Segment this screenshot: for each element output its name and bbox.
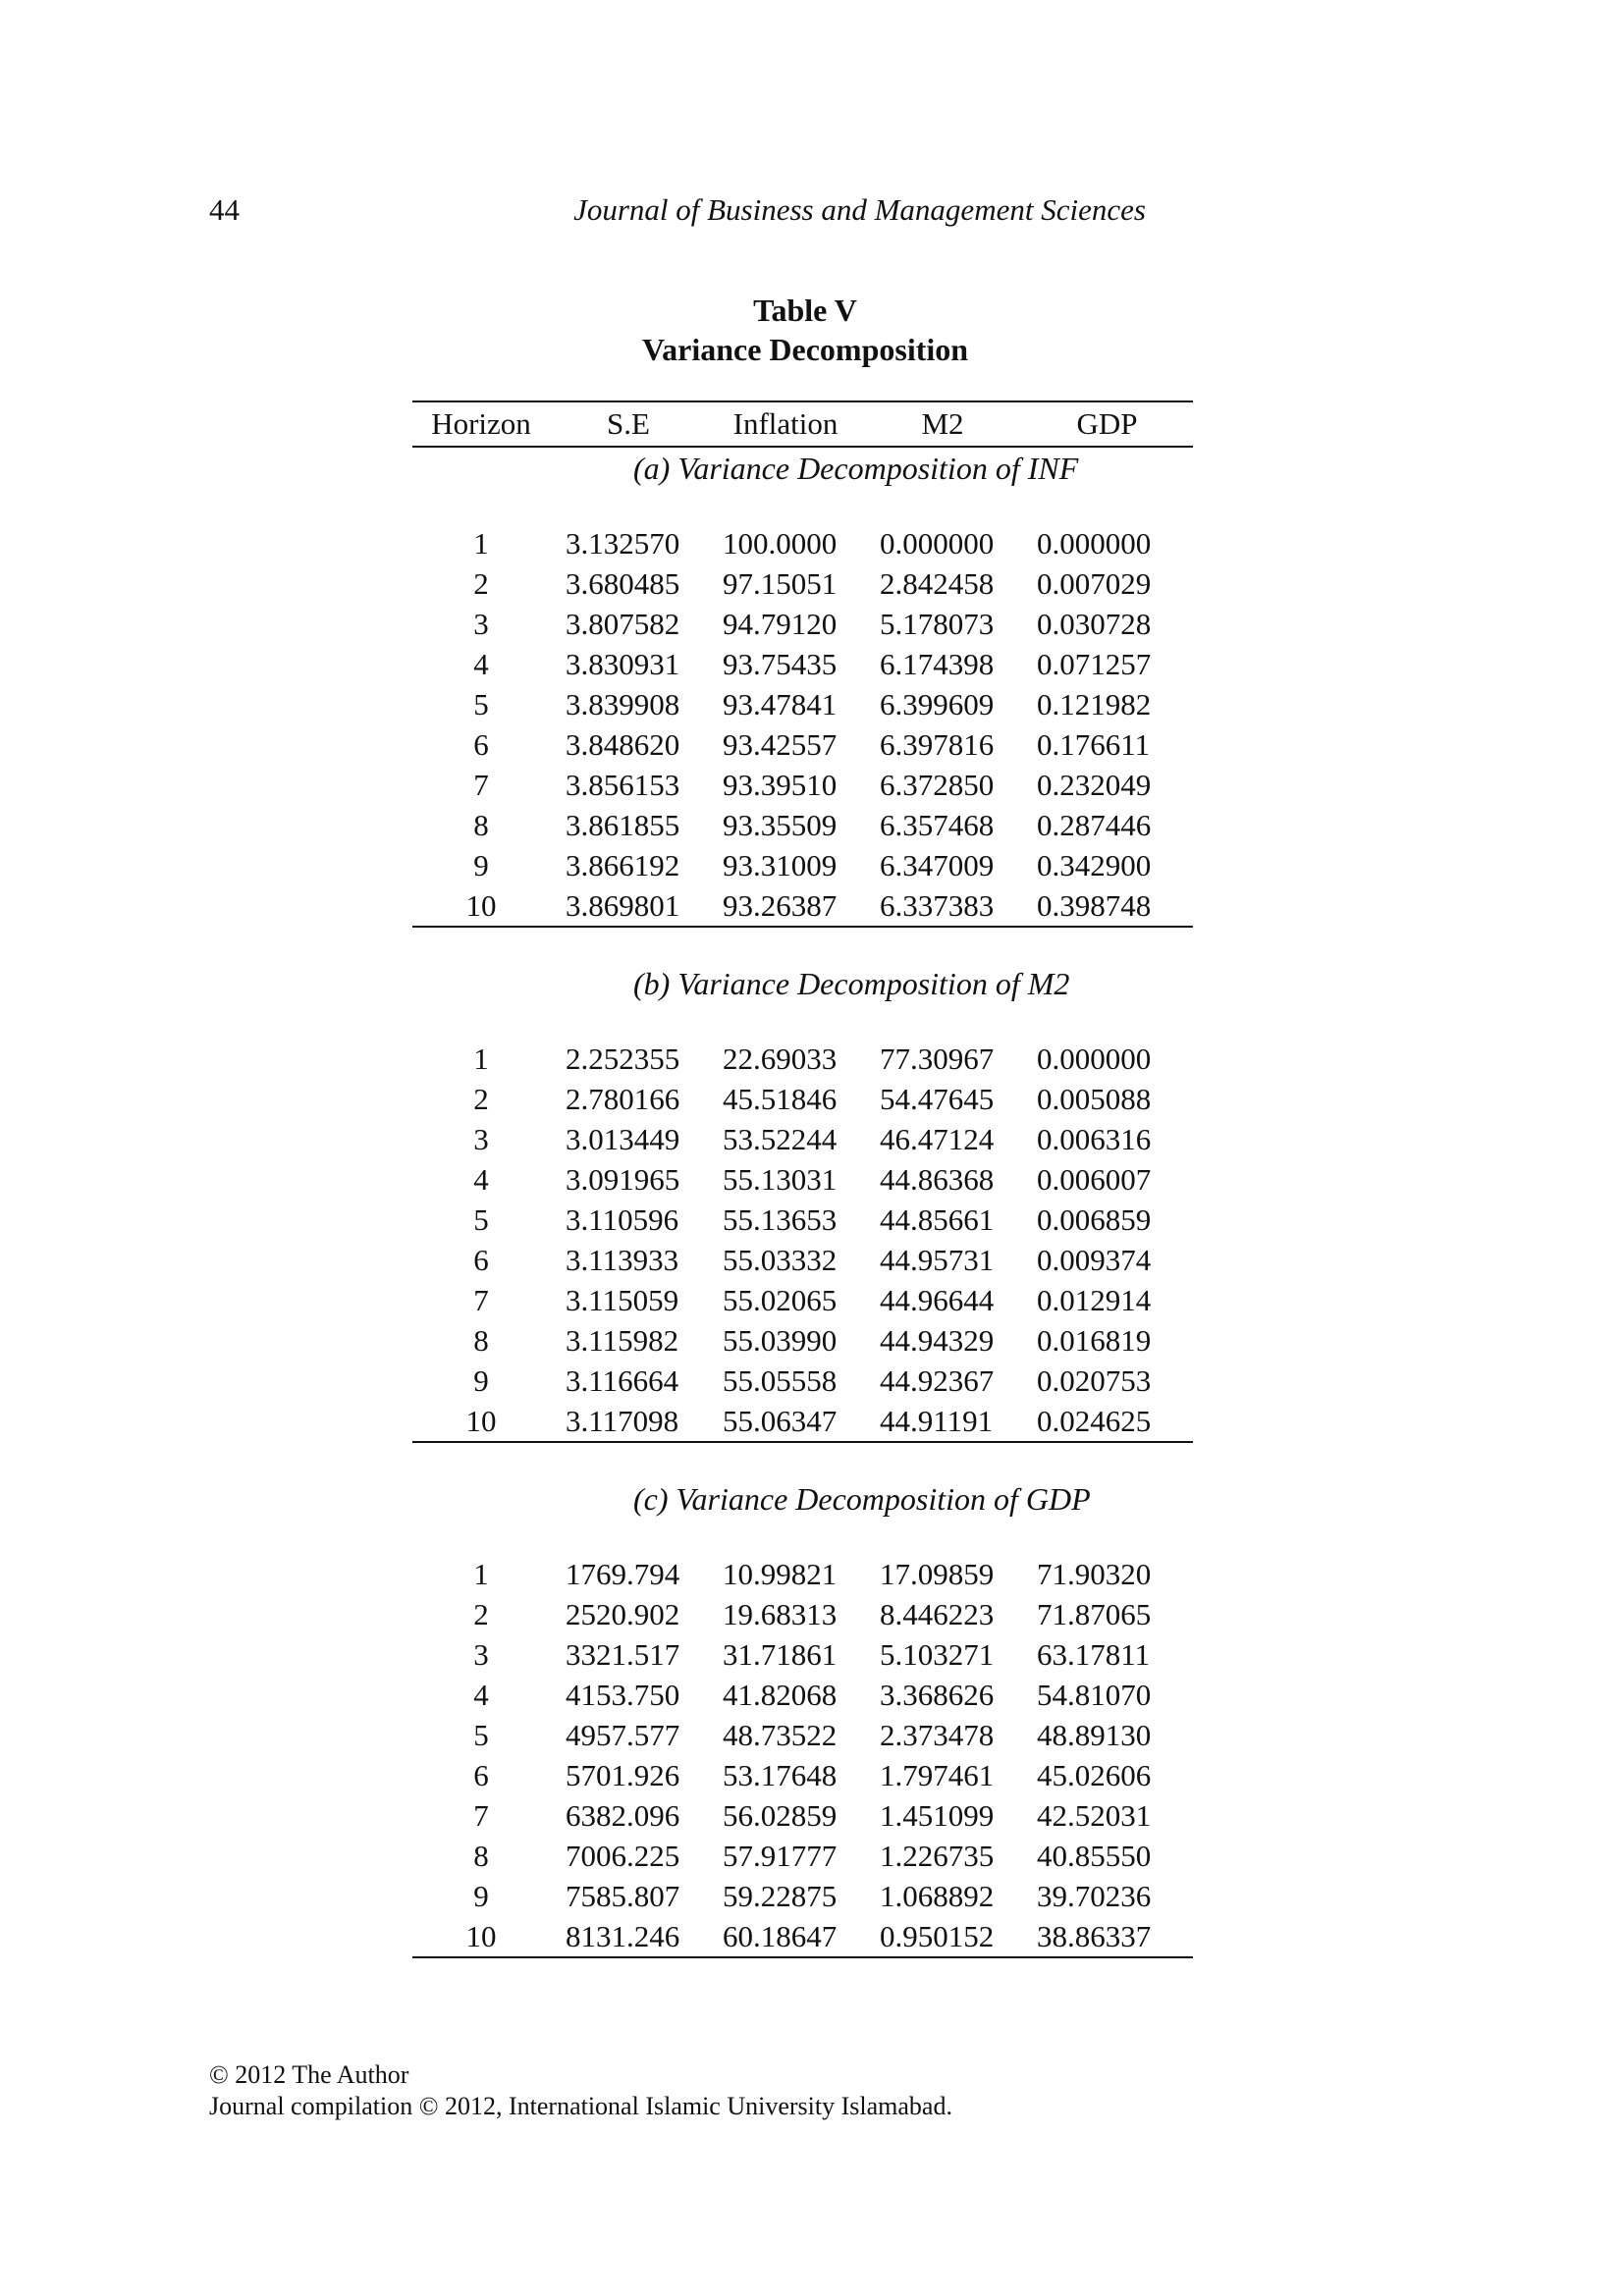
value-cell: 3.807582 <box>566 606 680 641</box>
value-cell: 1.797461 <box>880 1757 995 1792</box>
value-cell: 56.02859 <box>723 1797 838 1833</box>
value-cell: 1769.794 <box>566 1556 680 1591</box>
table-row <box>412 684 1193 724</box>
horizon-cell: 1 <box>473 1041 489 1076</box>
value-cell: 4957.577 <box>566 1717 680 1752</box>
horizon-cell: 4 <box>473 646 489 681</box>
value-cell: 93.47841 <box>723 686 838 721</box>
table-row <box>412 1200 1193 1240</box>
table-body <box>412 447 1193 1957</box>
value-cell: 39.70236 <box>1037 1878 1152 1913</box>
table-title: Variance Decomposition <box>641 332 969 367</box>
table-row <box>412 1594 1193 1634</box>
value-cell: 0.009374 <box>1037 1242 1152 1277</box>
value-cell: 3.115982 <box>566 1322 679 1358</box>
table-row <box>412 1634 1193 1675</box>
value-cell: 0.005088 <box>1037 1081 1152 1116</box>
table-row <box>412 1554 1193 1594</box>
value-cell: 0.016819 <box>1037 1322 1152 1358</box>
horizon-cell: 9 <box>473 1362 489 1398</box>
value-cell: 38.86337 <box>1021 1916 1193 1957</box>
value-cell: 0.232049 <box>1037 767 1152 802</box>
value-cell: 6382.096 <box>566 1797 680 1833</box>
variance-decomposition-table <box>412 400 1193 1958</box>
value-cell: 94.79120 <box>723 606 838 641</box>
value-cell: 60.18647 <box>707 1916 864 1957</box>
section-title-row <box>412 447 1193 489</box>
value-cell: 71.90320 <box>1037 1556 1152 1591</box>
column-header-inflation: Inflation <box>707 401 864 447</box>
value-cell: 54.81070 <box>1037 1677 1152 1712</box>
table-row <box>412 644 1193 684</box>
value-cell: 3.113933 <box>566 1242 679 1277</box>
value-cell: 5.103271 <box>880 1636 995 1672</box>
table-row <box>412 885 1193 927</box>
value-cell: 45.02606 <box>1037 1757 1152 1792</box>
value-cell: 3.848620 <box>566 726 680 762</box>
section-spacer <box>412 1004 1193 1039</box>
column-header-m2: M2 <box>864 401 1021 447</box>
table-row <box>412 845 1193 885</box>
value-cell: 7585.807 <box>566 1878 680 1913</box>
value-cell: 45.51846 <box>723 1081 838 1116</box>
table-row <box>412 1401 1193 1442</box>
horizon-cell: 4 <box>473 1677 489 1712</box>
horizon-cell: 1 <box>473 1556 489 1591</box>
section-gap <box>412 927 1193 963</box>
horizon-cell: 10 <box>412 885 550 927</box>
value-cell: 0.176611 <box>1037 726 1151 762</box>
table-row <box>412 1320 1193 1361</box>
value-cell: 6.397816 <box>880 726 995 762</box>
value-cell: 3.115059 <box>566 1282 679 1317</box>
horizon-cell: 5 <box>473 1201 489 1237</box>
section-spacer <box>412 489 1193 523</box>
value-cell: 46.47124 <box>880 1121 995 1156</box>
value-cell: 6.174398 <box>880 646 995 681</box>
value-cell: 44.94329 <box>880 1322 995 1358</box>
value-cell: 3.013449 <box>566 1121 680 1156</box>
value-cell: 41.82068 <box>723 1677 838 1712</box>
table-row <box>412 604 1193 644</box>
table-row <box>412 1836 1193 1876</box>
value-cell: 2.252355 <box>566 1041 680 1076</box>
value-cell: 19.68313 <box>723 1596 838 1631</box>
value-cell: 17.09859 <box>880 1556 995 1591</box>
horizon-cell: 3 <box>473 1121 489 1156</box>
value-cell: 44.91191 <box>864 1401 1021 1442</box>
value-cell: 93.26387 <box>707 885 864 927</box>
section-spacer <box>412 1520 1193 1554</box>
column-header-horizon: Horizon <box>412 401 550 447</box>
table-row <box>412 1755 1193 1795</box>
value-cell: 0.006859 <box>1037 1201 1152 1237</box>
value-cell: 40.85550 <box>1037 1838 1152 1873</box>
value-cell: 55.05558 <box>723 1362 838 1398</box>
value-cell: 3.116664 <box>566 1362 679 1398</box>
horizon-cell: 8 <box>473 807 489 842</box>
horizon-cell: 5 <box>473 686 489 721</box>
value-cell: 48.73522 <box>723 1717 838 1752</box>
value-cell: 44.95731 <box>880 1242 995 1277</box>
column-header-se: S.E <box>550 401 707 447</box>
value-cell: 0.006007 <box>1037 1161 1152 1197</box>
value-cell: 6.337383 <box>864 885 1021 927</box>
horizon-cell: 10 <box>412 1916 550 1957</box>
value-cell: 0.287446 <box>1037 807 1152 842</box>
table-label: Table V <box>753 293 857 328</box>
value-cell: 1.451099 <box>880 1797 995 1833</box>
value-cell: 8.446223 <box>880 1596 995 1631</box>
table-row <box>412 1795 1193 1836</box>
value-cell: 97.15051 <box>723 565 838 601</box>
value-cell: 3.830931 <box>566 646 680 681</box>
value-cell: 57.91777 <box>723 1838 838 1873</box>
value-cell: 4153.750 <box>566 1677 680 1712</box>
page-number: 44 <box>209 192 240 227</box>
value-cell: 55.03332 <box>723 1242 838 1277</box>
value-cell: 0.071257 <box>1037 646 1152 681</box>
running-header <box>209 192 1417 241</box>
horizon-cell: 9 <box>473 1878 489 1913</box>
value-cell: 3.091965 <box>566 1161 680 1197</box>
table-row <box>412 1675 1193 1715</box>
horizon-cell: 6 <box>473 1242 489 1277</box>
value-cell: 0.007029 <box>1037 565 1152 601</box>
value-cell: 0.024625 <box>1021 1401 1193 1442</box>
horizon-cell: 2 <box>473 1081 489 1116</box>
table-row <box>412 1715 1193 1755</box>
value-cell: 93.42557 <box>723 726 838 762</box>
value-cell: 0.398748 <box>1021 885 1193 927</box>
value-cell: 1.226735 <box>880 1838 995 1873</box>
value-cell: 3.861855 <box>566 807 680 842</box>
variance-decomposition-table-wrap <box>412 400 1193 1958</box>
value-cell: 6.347009 <box>880 847 995 882</box>
value-cell: 0.950152 <box>864 1916 1021 1957</box>
value-cell: 7006.225 <box>566 1838 680 1873</box>
table-row <box>412 1119 1193 1159</box>
value-cell: 2520.902 <box>566 1596 680 1631</box>
value-cell: 6.357468 <box>880 807 995 842</box>
horizon-cell: 1 <box>473 525 489 561</box>
value-cell: 2.842458 <box>880 565 995 601</box>
value-cell: 44.92367 <box>880 1362 995 1398</box>
value-cell: 93.39510 <box>723 767 838 802</box>
value-cell: 55.02065 <box>723 1282 838 1317</box>
table-row <box>412 1876 1193 1916</box>
value-cell: 0.006316 <box>1037 1121 1152 1156</box>
value-cell: 2.373478 <box>880 1717 995 1752</box>
value-cell: 55.13653 <box>723 1201 838 1237</box>
table-row <box>412 1916 1193 1957</box>
value-cell: 48.89130 <box>1037 1717 1152 1752</box>
value-cell: 0.020753 <box>1037 1362 1152 1398</box>
value-cell: 44.86368 <box>880 1161 995 1197</box>
horizon-cell: 10 <box>412 1401 550 1442</box>
horizon-cell: 3 <box>473 606 489 641</box>
section-title: (a) Variance Decomposition of INF <box>633 450 1079 486</box>
value-cell: 31.71861 <box>723 1636 838 1672</box>
compilation-line: Journal compilation © 2012, International Islamic University Islamabad. <box>209 2092 952 2120</box>
value-cell: 59.22875 <box>723 1878 838 1913</box>
table-row <box>412 1240 1193 1280</box>
value-cell: 93.35509 <box>723 807 838 842</box>
horizon-cell: 4 <box>473 1161 489 1197</box>
horizon-cell: 8 <box>473 1322 489 1358</box>
value-cell: 5701.926 <box>566 1757 680 1792</box>
value-cell: 3.110596 <box>566 1201 679 1237</box>
value-cell: 3321.517 <box>566 1636 680 1672</box>
value-cell: 53.52244 <box>723 1121 838 1156</box>
value-cell: 3.132570 <box>566 525 680 561</box>
value-cell: 3.869801 <box>550 885 707 927</box>
table-row <box>412 765 1193 805</box>
value-cell: 8131.246 <box>550 1916 707 1957</box>
section-gap <box>412 1442 1193 1478</box>
table-row <box>412 805 1193 845</box>
value-cell: 0.121982 <box>1037 686 1152 721</box>
value-cell: 55.06347 <box>707 1401 864 1442</box>
horizon-cell: 5 <box>473 1717 489 1752</box>
section-title: (b) Variance Decomposition of M2 <box>633 965 1070 1001</box>
value-cell: 44.96644 <box>880 1282 995 1317</box>
horizon-cell: 2 <box>473 1596 489 1631</box>
value-cell: 6.372850 <box>880 767 995 802</box>
value-cell: 44.85661 <box>880 1201 995 1237</box>
column-header-gdp: GDP <box>1021 401 1193 447</box>
value-cell: 0.000000 <box>880 525 995 561</box>
value-cell: 10.99821 <box>723 1556 838 1591</box>
section-title-row <box>412 963 1193 1004</box>
value-cell: 53.17648 <box>723 1757 838 1792</box>
table-caption <box>412 291 1198 369</box>
copyright-line: © 2012 The Author <box>209 2060 409 2089</box>
table-row <box>412 724 1193 765</box>
horizon-cell: 3 <box>473 1636 489 1672</box>
value-cell: 3.368626 <box>880 1677 995 1712</box>
table-row <box>412 563 1193 604</box>
value-cell: 100.0000 <box>723 525 838 561</box>
value-cell: 63.17811 <box>1037 1636 1151 1672</box>
value-cell: 22.69033 <box>723 1041 838 1076</box>
section-title-row <box>412 1478 1193 1520</box>
table-row <box>412 1280 1193 1320</box>
value-cell: 77.30967 <box>880 1041 995 1076</box>
table-header-row <box>412 401 1193 447</box>
value-cell: 0.012914 <box>1037 1282 1152 1317</box>
table-row <box>412 1039 1193 1079</box>
value-cell: 71.87065 <box>1037 1596 1152 1631</box>
value-cell: 93.75435 <box>723 646 838 681</box>
horizon-cell: 7 <box>473 1797 489 1833</box>
horizon-cell: 2 <box>473 565 489 601</box>
value-cell: 1.068892 <box>880 1878 995 1913</box>
horizon-cell: 7 <box>473 1282 489 1317</box>
value-cell: 42.52031 <box>1037 1797 1152 1833</box>
horizon-cell: 8 <box>473 1838 489 1873</box>
value-cell: 3.839908 <box>566 686 680 721</box>
value-cell: 0.000000 <box>1037 525 1152 561</box>
horizon-cell: 6 <box>473 1757 489 1792</box>
table-row <box>412 1159 1193 1200</box>
value-cell: 55.13031 <box>723 1161 838 1197</box>
value-cell: 3.117098 <box>550 1401 707 1442</box>
value-cell: 0.342900 <box>1037 847 1152 882</box>
value-cell: 0.000000 <box>1037 1041 1152 1076</box>
value-cell: 3.680485 <box>566 565 680 601</box>
value-cell: 5.178073 <box>880 606 995 641</box>
value-cell: 3.856153 <box>566 767 680 802</box>
value-cell: 2.780166 <box>566 1081 680 1116</box>
horizon-cell: 9 <box>473 847 489 882</box>
table-row <box>412 1361 1193 1401</box>
horizon-cell: 7 <box>473 767 489 802</box>
horizon-cell: 6 <box>473 726 489 762</box>
value-cell: 93.31009 <box>723 847 838 882</box>
page-footer <box>209 2059 952 2122</box>
value-cell: 54.47645 <box>880 1081 995 1116</box>
value-cell: 0.030728 <box>1037 606 1152 641</box>
value-cell: 6.399609 <box>880 686 995 721</box>
value-cell: 3.866192 <box>566 847 680 882</box>
value-cell: 55.03990 <box>723 1322 838 1358</box>
journal-title: Journal of Business and Management Sciences <box>573 192 1146 227</box>
table-row <box>412 1079 1193 1119</box>
section-title: (c) Variance Decomposition of GDP <box>633 1480 1091 1517</box>
table-row <box>412 523 1193 563</box>
